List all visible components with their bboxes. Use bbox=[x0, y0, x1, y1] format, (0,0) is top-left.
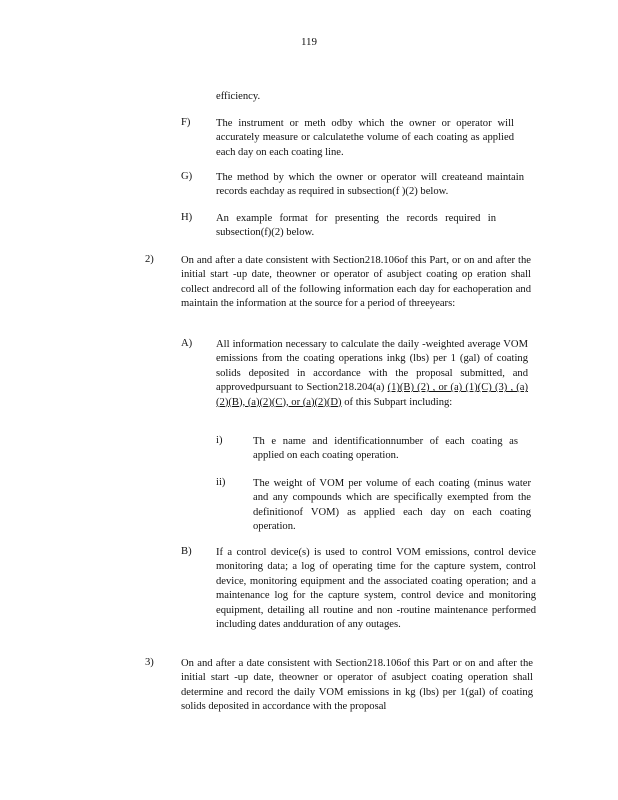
item-label-g: G) bbox=[181, 171, 193, 182]
item-label-f: F) bbox=[181, 117, 191, 128]
item-label-a: A) bbox=[181, 338, 193, 349]
paragraph-continuation: efficiency. bbox=[216, 91, 261, 102]
item-label-2: 2) bbox=[145, 254, 154, 265]
item-label-b: B) bbox=[181, 546, 192, 557]
item-text-b: If a control device(s) is used to control VOM emissions, control device monitoring data; a log of operating time for the capture system, control device, monitoring equipment and the associated coating operation; and a maintenance log for the capture system, control device and monitoring equipment, detailing all routine and non -routine maintenance performed including dates andduration of any outages. bbox=[216, 547, 536, 631]
item-text-3: On and after a date consistent with Section218.106of this Part or on and after the initial start -up date, theowner or operator of asubject coating operation shall determine and record the daily VOM emissions in kg (lbs) per 1(gal) of coating solids deposited in accordance with the proposal bbox=[181, 658, 533, 713]
item-text-g: The method by which the owner or operator will createand maintain records eachday as required in subsection(f )(2) below. bbox=[216, 172, 524, 198]
item-text-a-end: of this Subpart including: bbox=[341, 396, 453, 408]
page-number: 119 bbox=[300, 36, 318, 48]
item-label-i: i) bbox=[216, 435, 223, 446]
item-text-a-start: All information necessary to calculate the daily -weighted average VOM emissions from the coating operations inkg (lbs) per 1 (gal) of coating solids deposited in accordance with the proposal submitted, and approvedpursuant to Section218.204(a) bbox=[216, 339, 528, 394]
item-text-ii: The weight of VOM per volume of each coating (minus water and any compounds which are specifically exempted from the definitionof VOM) as applied each day on each coating operation. bbox=[253, 478, 531, 533]
item-text-2: On and after a date consistent with Section218.106of this Part, or on and after the initial start -up date, theowner or operator of asubject coating op eration shall collect andrecord all of the following information each day for eachoperation and maintain the information at the source for a period of threeyears: bbox=[181, 255, 531, 310]
item-text-a bbox=[216, 338, 528, 410]
item-label-h: H) bbox=[181, 212, 193, 223]
item-text-i: Th e name and identificationnumber of each coating as applied on each coating operation. bbox=[253, 436, 518, 462]
item-label-ii: ii) bbox=[216, 477, 226, 488]
item-text-f: The instrument or meth odby which the owner or operator will accurately measure or calculatethe volume of each coating as applied each day on each coating line. bbox=[216, 118, 514, 158]
item-label-3: 3) bbox=[145, 657, 154, 668]
item-text-h: An example format for presenting the records required in subsection(f)(2) below. bbox=[216, 213, 496, 239]
item-text-a-underlined-references: (1)(B) (2) , or (a) (1)(C) (3) , (a)(2)(B), (a)(2)(C), or (a)(2)(D) bbox=[216, 382, 528, 408]
